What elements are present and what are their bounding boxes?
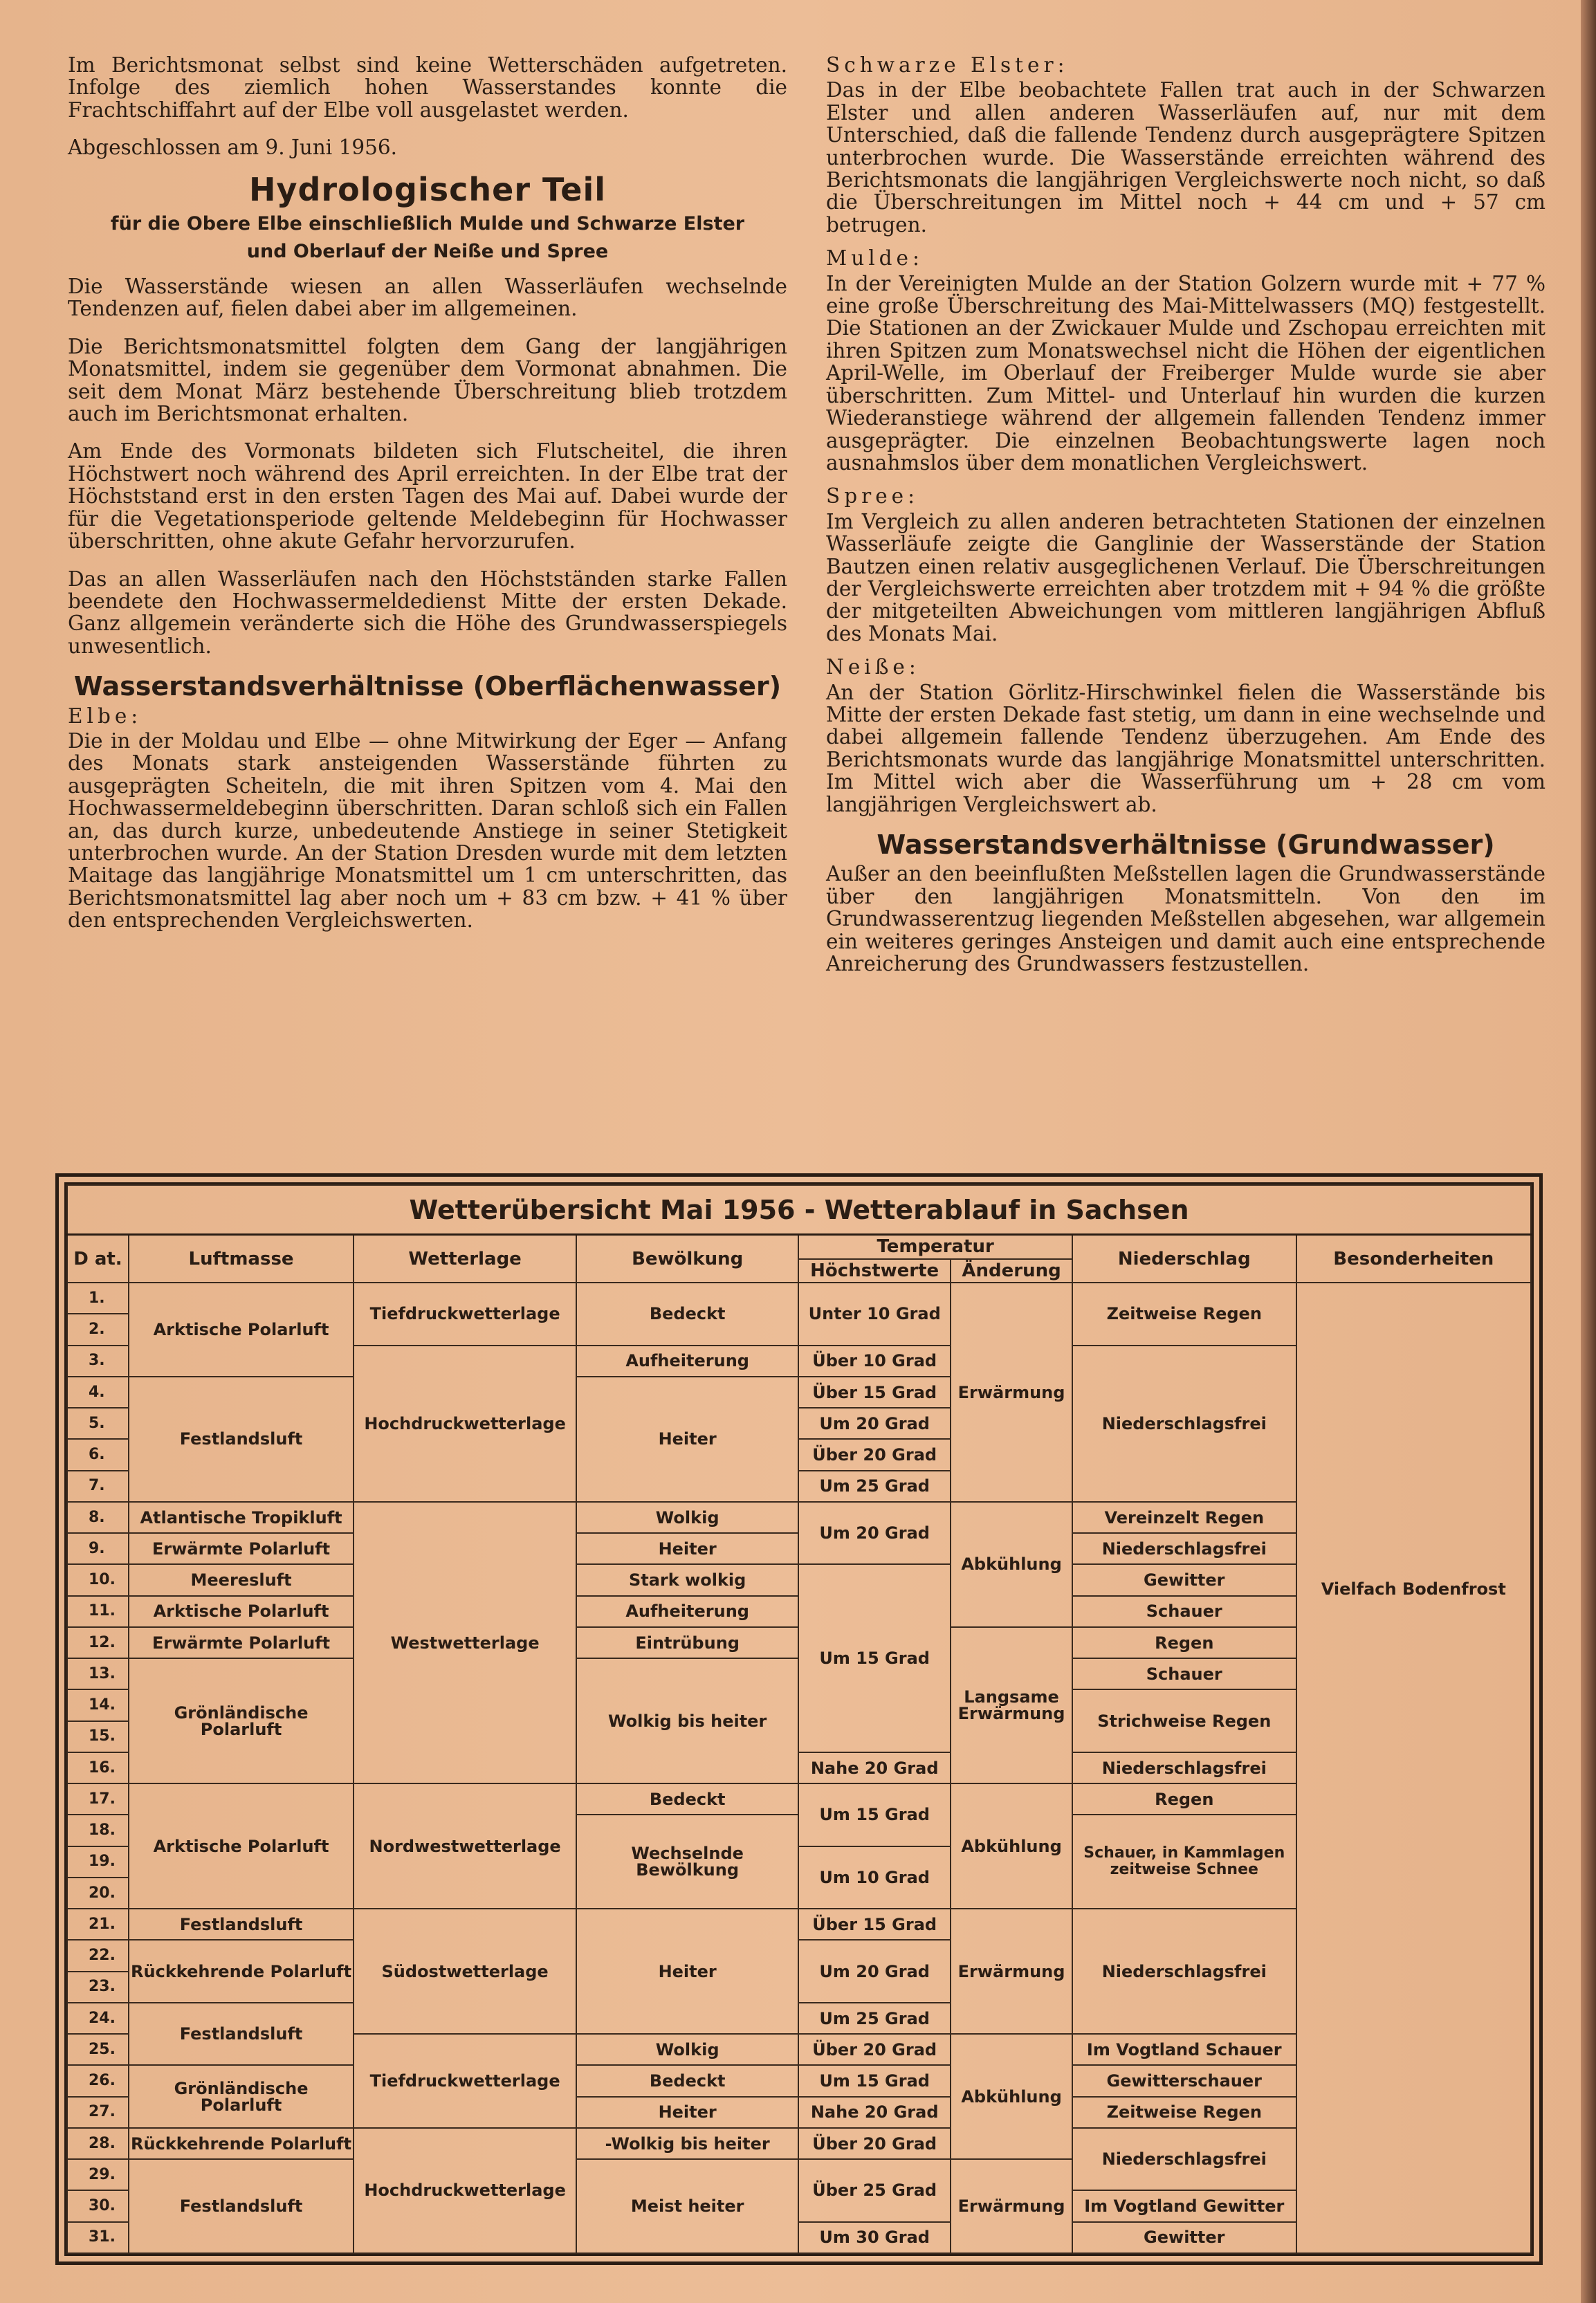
temperatur-cell: Um 20 Grad [798,1940,951,2003]
niederschlag-cell: Regen [1072,1627,1296,1658]
temperatur-cell: Um 25 Grad [798,2003,951,2034]
day-cell: 22. [67,1940,129,1971]
niederschlag-cell: Gewitterschauer [1072,2065,1296,2096]
aenderung-cell: Abkühlung [951,1783,1072,1909]
river-label: Neiße: [826,655,920,679]
wetterlage-cell: Tiefdruckwetterlage [354,1283,576,1346]
header-wetterlage: Wetterlage [354,1235,576,1283]
bewoelkung-cell: Meist heiter [576,2159,798,2253]
table-header-row [67,1235,1531,1259]
bewoelkung-cell: Aufheiterung [576,1596,798,1627]
temperatur-cell: Um 15 Grad [798,2065,951,2096]
bewoelkung-cell: Stark wolkig [576,1564,798,1595]
day-cell: 29. [67,2159,129,2190]
niederschlag-cell: Im Vogtland Gewitter [1072,2190,1296,2221]
day-cell: 16. [67,1752,129,1783]
day-cell: 14. [67,1689,129,1721]
day-cell: 30. [67,2190,129,2221]
day-cell: 18. [67,1815,129,1846]
niederschlag-cell: Regen [1072,1783,1296,1815]
temperatur-cell: Unter 10 Grad [798,1283,951,1346]
temperatur-cell: Um 10 Grad [798,1846,951,1909]
river-label: Schwarze Elster: [826,53,1069,77]
niederschlag-cell: Niederschlagsfrei [1072,1346,1296,1502]
day-cell: 3. [67,1346,129,1377]
day-cell: 11. [67,1596,129,1627]
day-cell: 10. [67,1564,129,1595]
day-cell: 8. [67,1502,129,1533]
day-cell: 15. [67,1721,129,1752]
day-cell: 31. [67,2222,129,2253]
luftmasse-cell: Meeresluft [129,1564,354,1595]
section-heading: Hydrologischer Teil [248,170,607,208]
wetterlage-cell: Tiefdruckwetterlage [354,2034,576,2128]
river-label: Mulde: [826,246,924,270]
section-subheading: für die Obere Elbe einschließlich Mulde und Schwarze Elster und Oberlauf der Neiße und Spree [110,213,745,263]
day-cell: 23. [67,1972,129,2003]
luftmasse-cell: Festlandsluft [129,1909,354,1940]
luftmasse-cell: Arktische Polarluft [129,1596,354,1627]
day-cell: 25. [67,2034,129,2065]
day-cell: 12. [67,1627,129,1658]
niederschlag-cell: Zeitweise Regen [1072,1283,1296,1346]
day-cell: 27. [67,2097,129,2128]
left-column [68,54,787,947]
bewoelkung-cell: Wechselnde Bewölkung [576,1815,798,1909]
day-cell: 13. [67,1658,129,1689]
temperatur-cell: Über 10 Grad [798,1346,951,1377]
aenderung-cell: Erwärmung [951,1283,1072,1502]
niederschlag-cell: Vereinzelt Regen [1072,1502,1296,1533]
temperatur-cell: Über 25 Grad [798,2159,951,2222]
header-hoechstwerte: Höchstwerte [798,1259,951,1283]
temperatur-cell: Über 15 Grad [798,1909,951,1940]
temperatur-cell: Über 20 Grad [798,1439,951,1470]
header-niederschlag: Niederschlag [1072,1235,1296,1283]
luftmasse-cell: Atlantische Tropikluft [129,1502,354,1533]
header-temperatur: Temperatur [798,1235,1072,1259]
niederschlag-cell: Zeitweise Regen [1072,2097,1296,2128]
wetterlage-cell: Südostwetterlage [354,1909,576,2034]
aenderung-cell: Langsame Erwärmung [951,1627,1072,1783]
temperatur-cell: Um 25 Grad [798,1471,951,1502]
wetterlage-cell: Hochdruckwetterlage [354,1346,576,1502]
bewoelkung-cell: Wolkig [576,2034,798,2065]
paragraph: Abgeschlossen am 9. Juni 1956. [68,136,398,160]
luftmasse-cell: Erwärmte Polarluft [129,1627,354,1658]
header-aenderung: Änderung [951,1259,1072,1283]
temperatur-cell: Um 15 Grad [798,1564,951,1752]
luftmasse-cell: Arktische Polarluft [129,1783,354,1909]
bewoelkung-cell: Heiter [576,2097,798,2128]
header-luftmasse: Luftmasse [129,1235,354,1283]
luftmasse-cell: Festlandsluft [129,2003,354,2066]
aenderung-cell: Abkühlung [951,2034,1072,2159]
paragraph: An der Station Görlitz-Hirschwinkel fielen die Wasserstände bis Mitte der ersten Dekade fast stetig, um dann in eine wechselnde und dabei allgemein fallende Tendenz überzugehen. Am Ende des Berichtsmonats wurde das langjährige Monatsmittel unterschritten. Im Mittel wich aber die Wasserführung um + 28 cm vom langjährigen Vergleichswert ab. [826,680,1545,816]
bewoelkung-cell: Wolkig bis heiter [576,1658,798,1783]
bewoelkung-cell: Eintrübung [576,1627,798,1658]
paragraph: Im Berichtsmonat selbst sind keine Wetterschäden aufgetreten. Infolge des ziemlich hohen Wasserstandes konnte die Frachtschiffahrt auf der Elbe voll ausgelastet werden. [68,53,787,122]
niederschlag-cell: Im Vogtland Schauer [1072,2034,1296,2065]
day-cell: 4. [67,1377,129,1408]
niederschlag-cell: Niederschlagsfrei [1072,1533,1296,1564]
temperatur-cell: Über 20 Grad [798,2128,951,2159]
temperatur-cell: Über 20 Grad [798,2034,951,2065]
day-cell: 24. [67,2003,129,2034]
day-cell: 17. [67,1783,129,1815]
temperatur-cell: Um 30 Grad [798,2222,951,2253]
weather-table [66,1184,1532,2254]
day-cell: 21. [67,1909,129,1940]
bewoelkung-cell: Bedeckt [576,2065,798,2096]
wetterlage-cell: Hochdruckwetterlage [354,2128,576,2253]
luftmasse-cell: Festlandsluft [129,2159,354,2253]
day-cell: 9. [67,1533,129,1564]
day-cell: 7. [67,1471,129,1502]
section-heading: Wasserstandsverhältnisse (Oberflächenwasser) [73,671,782,702]
bewoelkung-cell: Heiter [576,1377,798,1502]
table-title: Wetterübersicht Mai 1956 - Wetterablauf in Sachsen [67,1185,1531,1235]
luftmasse-cell: Rückkehrende Polarluft [129,1940,354,2003]
luftmasse-cell: Arktische Polarluft [129,1283,354,1377]
weather-table-frame [55,1173,1543,2265]
aenderung-cell: Erwärmung [951,2159,1072,2253]
bewoelkung-cell: Heiter [576,1533,798,1564]
paragraph: Die Berichtsmonatsmittel folgten dem Gang der langjährigen Monatsmittel, indem sie gegenüber dem Vormonat abnahmen. Die seit dem Monat März bestehende Überschreitung blieb trotzdem auch im Berichtsmonat erhalten. [68,334,787,426]
bewoelkung-cell: Bedeckt [576,1783,798,1815]
niederschlag-cell: Schauer, in Kammlagen zeitweise Schnee [1072,1815,1296,1909]
temperatur-cell: Um 20 Grad [798,1502,951,1565]
header-bewoelkung: Bewölkung [576,1235,798,1283]
luftmasse-cell: Erwärmte Polarluft [129,1533,354,1564]
wetterlage-cell: Westwetterlage [354,1502,576,1783]
temperatur-cell: Über 15 Grad [798,1377,951,1408]
paragraph: In der Vereinigten Mulde an der Station Golzern wurde mit + 77 % eine große Überschreitung des Mai-Mittelwassers (MQ) festgestellt. Die Stationen an der Zwickauer Mulde und Zschopau erreichten mit ihren Spitzen zum Monatswechsel nicht die Höhen der eigentlichen April-Welle, im Oberlauf der Freiberger Mulde wurde sie aber überschritten. Zum Mittel- und Unterlauf hin wurden die kurzen Wiederanstiege während der allgemein fallenden Tendenz immer ausgeprägter. Die einzelnen Beobachtungswerte lagen noch ausnahmslos über dem monatlichen Vergleichswert. [826,271,1545,475]
paragraph: Außer an den beeinflußten Meßstellen lagen die Grundwasserstände über den langjährigen Monatsmitteln. Von den im Grundwasserentzug liegenden Meßstellen abgesehen, war allgemein ein weiteres geringes Ansteigen und damit auch eine entsprechende Anreicherung des Grundwassers festzustellen. [826,862,1545,976]
niederschlag-cell: Gewitter [1072,2222,1296,2253]
river-label: Spree: [826,484,919,508]
luftmasse-cell: Rückkehrende Polarluft [129,2128,354,2159]
paragraph: Das in der Elbe beobachtete Fallen trat auch in der Schwarzen Elster und allen anderen Wasserläufen auf, nur mit dem Unterschied, daß die fallende Tendenz durch ausgeprägtere Spitzen unterbrochen wurde. Die Wasserstände erreichten während des Berichtsmonats die langjährigen Vergleichswerte noch nicht, so daß die Überschreitungen im Mittel noch + 44 cm und + 57 cm betrugen. [826,78,1545,237]
aenderung-cell: Abkühlung [951,1502,1072,1627]
paragraph: Am Ende des Vormonats bildeten sich Flutscheitel, die ihren Höchstwert noch während des April erreichten. In der Elbe trat der Höchststand erst in den ersten Tagen des Mai auf. Dabei wurde der für die Vegetationsperiode geltende Meldebeginn für Hochwasser überschritten, ohne akute Gefahr hervorzurufen. [68,439,787,553]
aenderung-cell: Erwärmung [951,1909,1072,2034]
niederschlag-cell: Gewitter [1072,1564,1296,1595]
day-cell: 1. [67,1283,129,1314]
wetterlage-cell: Nordwestwetterlage [354,1783,576,1909]
bewoelkung-cell: Wolkig [576,1502,798,1533]
day-cell: 6. [67,1439,129,1470]
bewoelkung-cell: Bedeckt [576,1283,798,1346]
paragraph: Im Vergleich zu allen anderen betrachteten Stationen der einzelnen Wasserläufe zeigte die Ganglinie der Wasserstände der Station Bautzen einen relativ ausgeglichenen Verlauf. Die Überschreitungen der Vergleichswerte erreichten aber trotzdem mit + 94 % die größte der mitgeteilten Abweichungen vom mittleren langjährigen Abfluß des Monats Mai. [826,509,1545,645]
luftmasse-cell: Festlandsluft [129,1377,354,1502]
luftmasse-cell: Grönländische Polarluft [129,2065,354,2128]
luftmasse-cell: Grönländische Polarluft [129,1658,354,1783]
header-besonderheiten: Besonderheiten [1296,1235,1531,1283]
day-cell: 19. [67,1846,129,1878]
river-label: Elbe: [68,704,143,728]
bewoelkung-cell: Heiter [576,1909,798,2034]
temperatur-cell: Um 20 Grad [798,1408,951,1439]
day-cell: 5. [67,1408,129,1439]
bewoelkung-cell: Aufheiterung [576,1346,798,1377]
right-column [826,54,1545,990]
temperatur-cell: Nahe 20 Grad [798,1752,951,1783]
niederschlag-cell: Niederschlagsfrei [1072,1752,1296,1783]
day-cell: 2. [67,1314,129,1345]
temperatur-cell: Nahe 20 Grad [798,2097,951,2128]
temperatur-cell: Um 15 Grad [798,1783,951,1846]
niederschlag-cell: Niederschlagsfrei [1072,2128,1296,2191]
day-cell: 26. [67,2065,129,2096]
niederschlag-cell: Strichweise Regen [1072,1689,1296,1752]
paragraph: Die in der Moldau und Elbe — ohne Mitwirkung der Eger — Anfang des Monats stark ansteigenden Wasserstände führten zu ausgeprägten Scheiteln, die mit ihren Spitzen vom 4. Mai den Hochwassermeldebeginn überschritten. Daran schloß sich ein Fallen an, das durch kurze, unbedeutende Anstiege in seiner Stetigkeit unterbrochen wurde. An der Station Dresden wurde mit dem letzten Maitage das langjährige Monatsmittel um 1 cm unterschritten, das Berichtsmonatsmittel lag aber noch um + 83 cm bzw. + 41 % über den entsprechenden Vergleichswerten. [68,728,787,933]
bewoelkung-cell: -Wolkig bis heiter [576,2128,798,2159]
besonderheiten-cell: Vielfach Bodenfrost [1296,1283,1531,2253]
page-edge-shadow [1581,0,1596,2303]
niederschlag-cell: Schauer [1072,1658,1296,1689]
niederschlag-cell: Schauer [1072,1596,1296,1627]
day-cell: 20. [67,1878,129,1909]
table-row [67,1283,1531,1314]
paragraph: Das an allen Wasserläufen nach den Höchstständen starke Fallen beendete den Hochwassermeldedienst Mitte der ersten Dekade. Ganz allgemein veränderte sich die Höhe des Grundwasserspiegels unwesentlich. [68,567,787,658]
paragraph: Die Wasserstände wiesen an allen Wasserläufen wechselnde Tendenzen auf, fielen dabei aber im allgemeinen. [68,275,787,321]
section-heading: Wasserstandsverhältnisse (Grundwasser) [877,829,1495,860]
niederschlag-cell: Niederschlagsfrei [1072,1909,1296,2034]
header-dat: D at. [67,1235,129,1283]
day-cell: 28. [67,2128,129,2159]
